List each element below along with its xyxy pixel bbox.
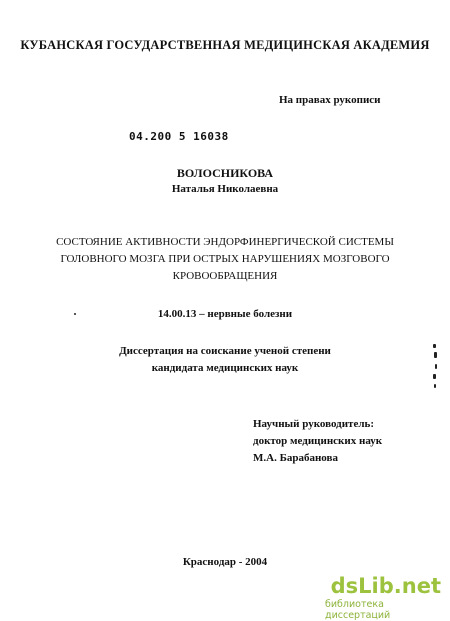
watermark: [325, 574, 447, 621]
scan-speck: [74, 313, 76, 315]
watermark-logo: dsLib.net: [330, 574, 441, 598]
catalog-number: 04.200 5 16038: [129, 130, 229, 143]
institution-name: КУБАНСКАЯ ГОСУДАРСТВЕННАЯ МЕДИЦИНСКАЯ АКАДЕМИЯ: [20, 38, 430, 52]
scan-speck: [435, 364, 437, 369]
scan-speck: [433, 344, 436, 348]
supervisor-role: Научный руководитель:: [253, 418, 374, 430]
author-surname: ВОЛОСНИКОВА: [176, 166, 274, 180]
city-year: Краснодар - 2004: [182, 556, 268, 568]
supervisor-name: М.А. Барабанова: [253, 452, 338, 464]
scan-speck: [434, 384, 436, 388]
scan-speck: [433, 374, 436, 379]
watermark-subtitle: библиотека диссертаций: [325, 599, 391, 621]
dissertation-line-2: кандидата медицинских наук: [151, 362, 299, 374]
dissertation-line-1: Диссертация на соискание ученой степени: [119, 345, 331, 357]
specialty-code: 14.00.13 – нервные болезни: [157, 308, 293, 320]
thesis-title-line-1: СОСТОЯНИЕ АКТИВНОСТИ ЭНДОРФИНЕРГИЧЕСКОЙ СИСТЕМЫ: [56, 236, 394, 248]
scan-speck: [434, 352, 437, 358]
rights-note: На правах рукописи: [279, 94, 381, 106]
supervisor-degree: доктор медицинских наук: [253, 435, 383, 447]
thesis-title-line-3: КРОВООБРАЩЕНИЯ: [172, 270, 278, 282]
thesis-title-line-2: ГОЛОВНОГО МОЗГА ПРИ ОСТРЫХ НАРУШЕНИЯХ МОЗГОВОГО: [60, 253, 390, 265]
author-name: Наталья Николаевна: [171, 183, 279, 195]
